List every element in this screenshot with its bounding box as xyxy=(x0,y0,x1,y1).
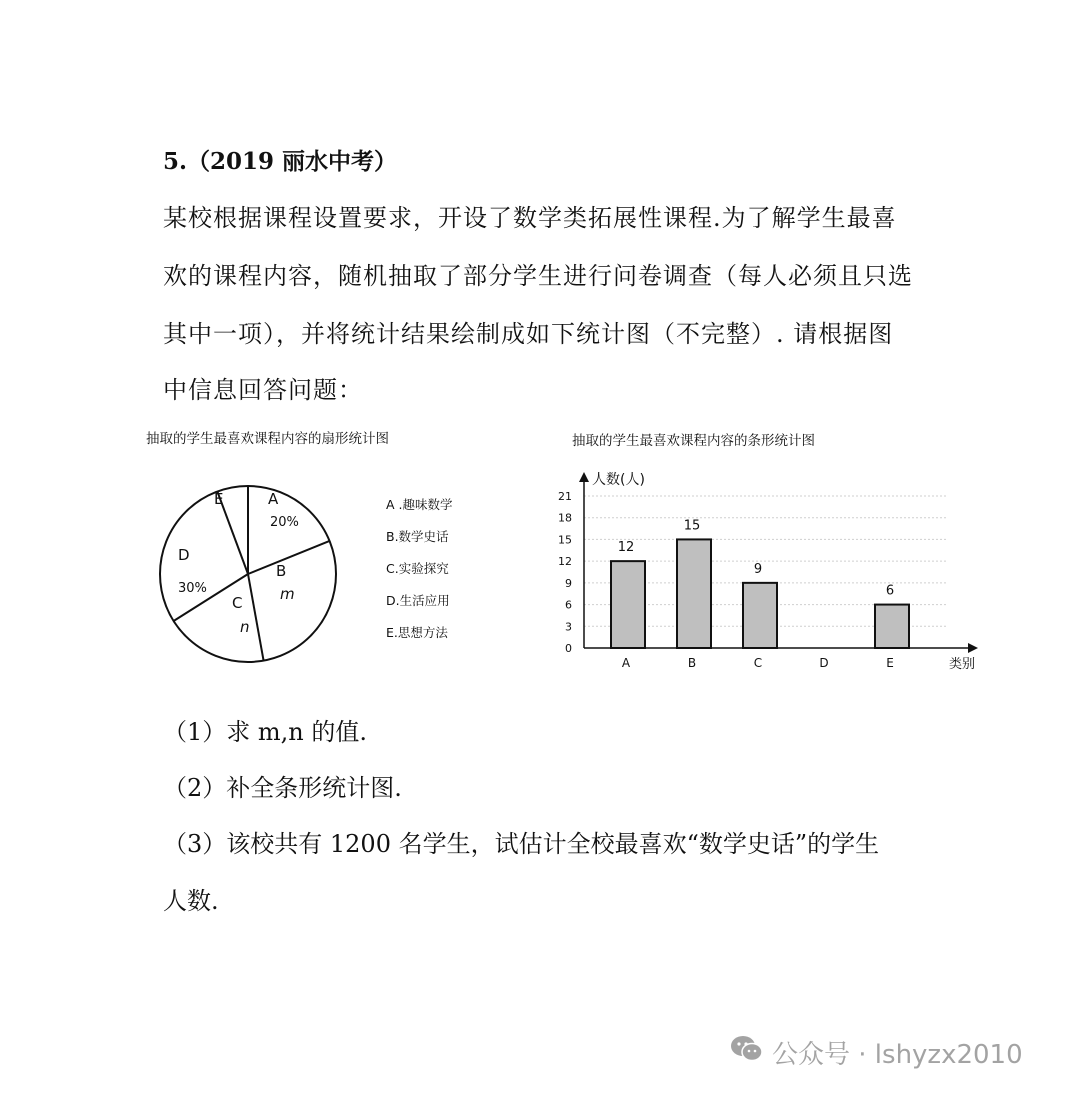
pie-slice-value: m xyxy=(280,585,295,603)
y-tick-label: 0 xyxy=(565,642,572,655)
pie-slice-value: 20% xyxy=(270,515,299,530)
problem-title: 5.（2019 丽水中考） xyxy=(163,148,398,175)
y-tick-label: 6 xyxy=(565,598,572,612)
bar xyxy=(875,605,909,648)
y-tick-label: 3 xyxy=(565,620,572,634)
pie-slice-label: A xyxy=(268,490,279,508)
intro-line: 欢的课程内容，随机抽取了部分学生进行问卷调查（每人必须且只选 xyxy=(163,262,913,290)
bar-value-label: 9 xyxy=(753,561,763,577)
bar-value-label: 6 xyxy=(885,583,895,599)
pie-legend-item: D.生活应用 xyxy=(386,593,450,608)
pie-legend-item: B.数学史话 xyxy=(386,529,449,544)
question-1: （1）求 m,n 的值. xyxy=(163,718,367,746)
watermark-text: 公众号 · lshyzx2010 xyxy=(772,1039,1023,1070)
y-tick-label: 21 xyxy=(558,490,572,503)
pie-legend-item: A .趣味数学 xyxy=(386,497,453,512)
pie-legend-item: C.实验探究 xyxy=(386,561,449,576)
y-axis-arrow xyxy=(579,472,589,482)
bar xyxy=(611,561,645,648)
bar-chart-title: 抽取的学生最喜欢课程内容的条形统计图 xyxy=(572,433,815,449)
pie-slice-value: 30% xyxy=(178,581,207,596)
watermark xyxy=(730,1032,1023,1072)
x-tick-label: C xyxy=(753,656,763,670)
intro-line: 其中一项），并将统计结果绘制成如下统计图（不完整）. 请根据图 xyxy=(163,320,894,348)
question-3-continued: 人数. xyxy=(163,887,219,915)
bar-chart xyxy=(540,460,1000,680)
bar-value-label: 12 xyxy=(617,540,635,556)
pie-slice-value: n xyxy=(240,618,250,636)
question-3: （3）该校共有 1200 名学生，试估计全校最喜欢“数学史话”的学生 xyxy=(163,830,880,858)
question-2: （2）补全条形统计图. xyxy=(163,774,402,802)
pie-chart xyxy=(150,470,490,680)
y-tick-label: 12 xyxy=(558,555,572,569)
wechat-icon xyxy=(730,1034,764,1071)
y-tick-label: 9 xyxy=(565,576,572,590)
pie-chart-title: 抽取的学生最喜欢课程内容的扇形统计图 xyxy=(146,431,389,447)
bar xyxy=(743,583,777,648)
pie-slice-label: B xyxy=(276,562,287,580)
x-axis-label: 类别 xyxy=(949,657,976,672)
intro-line: 中信息回答问题： xyxy=(163,376,363,404)
bar-value-label: 15 xyxy=(683,518,701,534)
pie-slice-label: E xyxy=(214,490,224,508)
x-tick-label: E xyxy=(886,656,894,670)
pie-legend-item: E.思想方法 xyxy=(386,625,448,640)
pie-slice-label: D xyxy=(178,546,190,564)
y-tick-label: 18 xyxy=(558,511,572,525)
x-axis-arrow xyxy=(968,643,978,653)
x-tick-label: B xyxy=(687,656,697,670)
pie-slice-label: C xyxy=(232,594,243,612)
y-tick-label: 15 xyxy=(558,533,572,547)
intro-line: 某校根据课程设置要求，开设了数学类拓展性课程.为了解学生最喜 xyxy=(163,204,897,232)
x-tick-label: D xyxy=(819,656,829,670)
y-axis-label: 人数(人) xyxy=(592,472,645,488)
bar xyxy=(677,539,711,648)
x-tick-label: A xyxy=(621,656,631,670)
